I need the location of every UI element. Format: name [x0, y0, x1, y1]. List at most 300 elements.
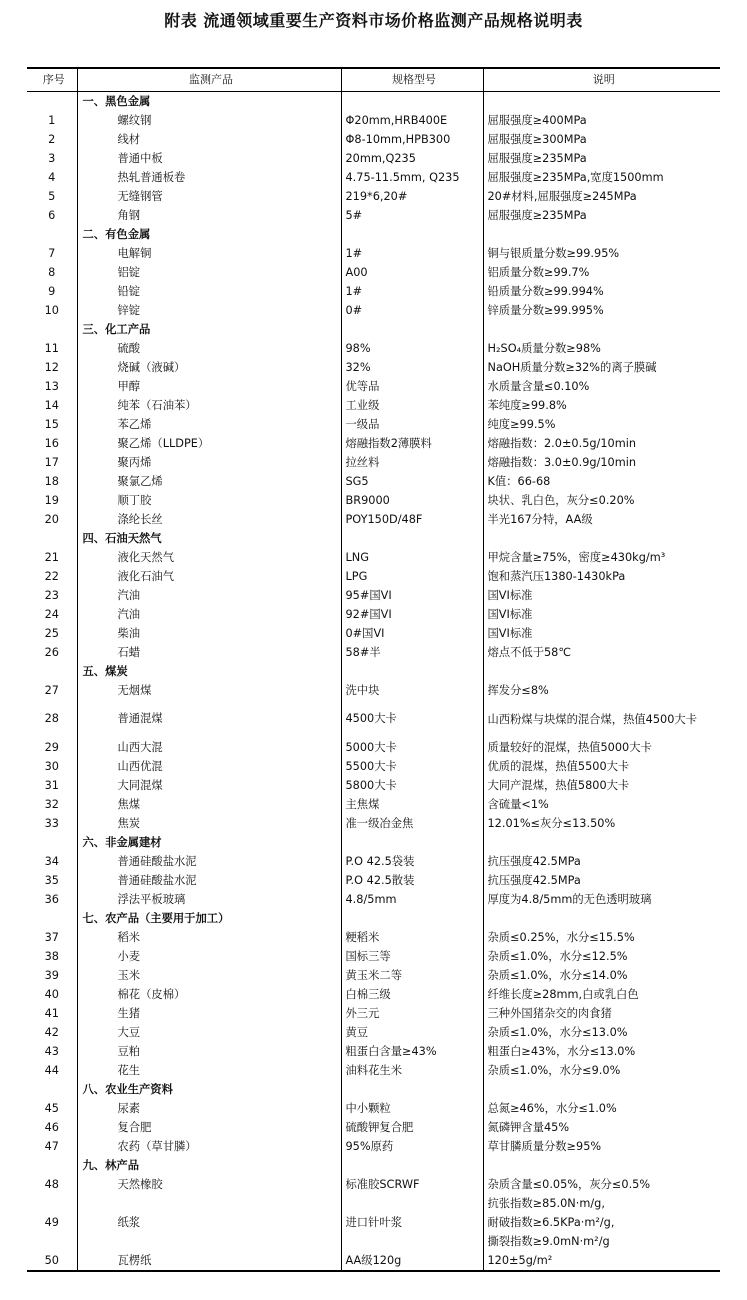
row-number: 16	[44, 436, 59, 450]
category-spec-cell	[341, 92, 483, 112]
product-name: 大同混煤	[77, 776, 341, 795]
table-row	[27, 795, 720, 814]
product-name: 普通混煤	[77, 700, 341, 738]
spec-model: 0#国VI	[341, 624, 483, 643]
product-name: 普通中板	[77, 149, 341, 168]
table-row	[27, 1175, 720, 1194]
product-name: 玉米	[77, 966, 341, 985]
category-name: 八、农业生产资料	[77, 1080, 341, 1099]
spec-model: 1#	[341, 244, 483, 263]
product-name: 液化石油气	[77, 567, 341, 586]
spec-model: AA级120g	[341, 1251, 483, 1271]
spec-model: 0#	[341, 301, 483, 320]
row-number: 44	[44, 1063, 59, 1077]
row-number: 3	[48, 151, 56, 165]
description: 屈服强度≥400MPa	[483, 111, 720, 130]
row-number: 26	[44, 645, 59, 659]
spec-model: 5500大卡	[341, 757, 483, 776]
description: 甲烷含量≥75%，密度≥430kg/m³	[483, 548, 720, 567]
description: 屈服强度≥235MPa,宽度1500mm	[483, 168, 720, 187]
description: 苯纯度≥99.8%	[483, 396, 720, 415]
table-row	[27, 890, 720, 909]
table-row	[27, 453, 720, 472]
category-row	[27, 225, 720, 244]
row-number: 40	[44, 987, 59, 1001]
table-row	[27, 1251, 720, 1271]
description: 熔融指数：2.0±0.5g/10min	[483, 434, 720, 453]
spec-model: 20mm,Q235	[341, 149, 483, 168]
category-row	[27, 909, 720, 928]
description: 杂质含量≤0.05%，灰分≤0.5%	[483, 1175, 720, 1194]
product-name: 聚氯乙烯	[77, 472, 341, 491]
description: 抗压强度42.5MPa	[483, 852, 720, 871]
spec-model: 油料花生米	[341, 1061, 483, 1080]
spec-model: 4500大卡	[341, 700, 483, 738]
row-number: 11	[44, 341, 59, 355]
category-number-cell	[27, 225, 77, 244]
spec-model: BR9000	[341, 491, 483, 510]
description: 纯度≥99.5%	[483, 415, 720, 434]
description: 抗压强度42.5MPa	[483, 871, 720, 890]
row-number: 1	[48, 113, 56, 127]
table-row	[27, 776, 720, 795]
description: 抗张指数≥85.0N·m/g, 耐破指数≥6.5KPa·m²/g, 撕裂指数≥9.0mN·m²/g	[483, 1194, 720, 1251]
page-title: 附表 流通领域重要生产资料市场价格监测产品规格说明表	[164, 11, 583, 30]
category-number-cell	[27, 1156, 77, 1175]
row-number: 49	[44, 1215, 59, 1229]
description: 屈服强度≥235MPa	[483, 206, 720, 225]
row-number: 28	[44, 712, 59, 725]
product-name: 液化天然气	[77, 548, 341, 567]
row-number: 27	[44, 683, 59, 697]
row-number: 32	[44, 797, 59, 811]
spec-model: 硫酸钾复合肥	[341, 1118, 483, 1137]
category-row	[27, 662, 720, 681]
row-number: 50	[27, 1251, 77, 1271]
spec-model: 标准胶SCRWF	[341, 1175, 483, 1194]
table-row	[27, 681, 720, 700]
table-row	[27, 852, 720, 871]
category-row	[27, 833, 720, 852]
product-name: 农药（草甘膦）	[77, 1137, 341, 1156]
description: 杂质≤1.0%，水分≤14.0%	[483, 966, 720, 985]
category-spec-cell	[341, 529, 483, 548]
product-name: 电解铜	[77, 244, 341, 263]
category-desc-cell	[483, 1080, 720, 1099]
product-name: 苯乙烯	[77, 415, 341, 434]
row-number: 5	[48, 189, 56, 203]
row-number: 35	[44, 873, 59, 887]
spec-model: 工业级	[341, 396, 483, 415]
row-number: 47	[44, 1139, 59, 1153]
table-row	[27, 928, 720, 947]
row-number: 23	[44, 588, 59, 602]
table-row	[27, 1194, 720, 1251]
category-number-cell	[27, 320, 77, 339]
product-name: 纸浆	[77, 1194, 341, 1251]
row-number: 48	[44, 1177, 59, 1191]
category-number-cell	[27, 1080, 77, 1099]
category-row	[27, 320, 720, 339]
category-name: 七、农产品（主要用于加工）	[77, 909, 341, 928]
description: NaOH质量分数≥32%的离子膜碱	[483, 358, 720, 377]
table-row	[27, 1099, 720, 1118]
table-row	[27, 1023, 720, 1042]
row-number: 34	[44, 854, 59, 868]
description: 国VI标准	[483, 605, 720, 624]
product-name: 角钢	[77, 206, 341, 225]
row-number: 13	[44, 379, 59, 393]
product-name: 焦煤	[77, 795, 341, 814]
spec-model: 中小颗粒	[341, 1099, 483, 1118]
table-row	[27, 130, 720, 149]
category-row	[27, 92, 720, 112]
table-row	[27, 358, 720, 377]
category-name: 二、有色金属	[77, 225, 341, 244]
product-name: 聚乙烯（LLDPE）	[77, 434, 341, 453]
category-name: 三、化工产品	[77, 320, 341, 339]
category-row	[27, 1156, 720, 1175]
table-row	[27, 1004, 720, 1023]
table-row	[27, 434, 720, 453]
header-seq: 序号	[27, 68, 77, 92]
product-name: 顺丁胶	[77, 491, 341, 510]
product-name: 普通硅酸盐水泥	[77, 852, 341, 871]
category-name: 四、石油天然气	[77, 529, 341, 548]
row-number: 41	[44, 1006, 59, 1020]
row-number: 30	[44, 759, 59, 773]
description: 挥发分≤8%	[483, 681, 720, 700]
row-number: 9	[48, 284, 56, 298]
description: 屈服强度≥235MPa	[483, 149, 720, 168]
category-desc-cell	[483, 529, 720, 548]
description: 杂质≤0.25%，水分≤15.5%	[483, 928, 720, 947]
spec-table	[27, 67, 720, 1272]
table-row	[27, 396, 720, 415]
row-number: 21	[44, 550, 59, 564]
table-row	[27, 871, 720, 890]
description: 优质的混煤，热值5500大卡	[483, 757, 720, 776]
spec-model: 粗蛋白含量≥43%	[341, 1042, 483, 1061]
description: 杂质≤1.0%，水分≤13.0%	[483, 1023, 720, 1042]
row-number: 15	[44, 417, 59, 431]
row-number: 39	[44, 968, 59, 982]
product-name: 无缝钢管	[77, 187, 341, 206]
category-spec-cell	[341, 1156, 483, 1175]
description: 草甘膦质量分数≥95%	[483, 1137, 720, 1156]
table-row	[27, 301, 720, 320]
product-name: 无烟煤	[77, 681, 341, 700]
category-desc-cell	[483, 320, 720, 339]
description: 半光167分特，AA级	[483, 510, 720, 529]
product-name: 尿素	[77, 1099, 341, 1118]
product-name: 生猪	[77, 1004, 341, 1023]
row-number: 31	[44, 778, 59, 792]
table-row	[27, 1042, 720, 1061]
row-number: 42	[44, 1025, 59, 1039]
table-row	[27, 985, 720, 1004]
spec-model: 外三元	[341, 1004, 483, 1023]
description: 粗蛋白≥43%，水分≤13.0%	[483, 1042, 720, 1061]
header-product: 监测产品	[77, 68, 341, 92]
table-row	[27, 491, 720, 510]
spec-model: 主焦煤	[341, 795, 483, 814]
category-name: 九、林产品	[77, 1156, 341, 1175]
table-row	[27, 605, 720, 624]
category-name: 五、煤炭	[77, 662, 341, 681]
product-name: 稻米	[77, 928, 341, 947]
row-number: 20	[44, 512, 59, 526]
table-row	[27, 149, 720, 168]
table-row	[27, 1061, 720, 1080]
spec-model: 4.75-11.5mm, Q235	[341, 168, 483, 187]
table-body	[27, 92, 720, 1272]
description: H₂SO₄质量分数≥98%	[483, 339, 720, 358]
description: 12.01%≤灰分≤13.50%	[483, 814, 720, 833]
table-row	[27, 548, 720, 567]
description: 含硫量<1%	[483, 795, 720, 814]
description: 屈服强度≥300MPa	[483, 130, 720, 149]
spec-model: A00	[341, 263, 483, 282]
row-number: 25	[44, 626, 59, 640]
product-name: 聚丙烯	[77, 453, 341, 472]
spec-model: 95#国VI	[341, 586, 483, 605]
table-row	[27, 757, 720, 776]
description: 铝质量分数≥99.7%	[483, 263, 720, 282]
description: 120±5g/m²	[483, 1251, 720, 1271]
row-number: 46	[44, 1120, 59, 1134]
spec-model: 219*6,20#	[341, 187, 483, 206]
table-row	[27, 567, 720, 586]
spec-model: P.O 42.5袋装	[341, 852, 483, 871]
spec-model: 黄豆	[341, 1023, 483, 1042]
category-spec-cell	[341, 1080, 483, 1099]
category-spec-cell	[341, 662, 483, 681]
product-name: 线材	[77, 130, 341, 149]
description: 杂质≤1.0%，水分≤12.5%	[483, 947, 720, 966]
category-name: 一、黑色金属	[77, 92, 341, 112]
header-spec: 规格型号	[341, 68, 483, 92]
table-row	[27, 510, 720, 529]
category-number-cell	[27, 662, 77, 681]
table-row	[27, 168, 720, 187]
spec-model: 熔融指数2薄膜料	[341, 434, 483, 453]
product-name: 浮法平板玻璃	[77, 890, 341, 909]
table-row	[27, 339, 720, 358]
table-header-row	[27, 68, 720, 92]
spec-model: Φ8-10mm,HPB300	[341, 130, 483, 149]
description: 氮磷钾含量45%	[483, 1118, 720, 1137]
category-spec-cell	[341, 225, 483, 244]
description: 熔融指数：3.0±0.9g/10min	[483, 453, 720, 472]
description: K值：66-68	[483, 472, 720, 491]
spec-model: 白棉三级	[341, 985, 483, 1004]
row-number: 14	[44, 398, 59, 412]
row-number: 8	[48, 265, 56, 279]
product-name: 天然橡胶	[77, 1175, 341, 1194]
description: 铜与银质量分数≥99.95%	[483, 244, 720, 263]
description: 国VI标准	[483, 624, 720, 643]
row-number: 33	[44, 816, 59, 830]
spec-model: LNG	[341, 548, 483, 567]
table-row	[27, 282, 720, 301]
description: 质量较好的混煤，热值5000大卡	[483, 738, 720, 757]
spec-model: 拉丝料	[341, 453, 483, 472]
row-number: 19	[44, 493, 59, 507]
product-name: 山西大混	[77, 738, 341, 757]
row-number: 12	[44, 360, 59, 374]
product-name: 复合肥	[77, 1118, 341, 1137]
table-row	[27, 586, 720, 605]
product-name: 大豆	[77, 1023, 341, 1042]
table-row	[27, 700, 720, 738]
table-row	[27, 415, 720, 434]
row-number: 4	[48, 170, 56, 184]
product-name: 锌锭	[77, 301, 341, 320]
category-desc-cell	[483, 1156, 720, 1175]
table-row	[27, 263, 720, 282]
description: 锌质量分数≥99.995%	[483, 301, 720, 320]
table-row	[27, 187, 720, 206]
row-number: 17	[44, 455, 59, 469]
category-desc-cell	[483, 833, 720, 852]
spec-model: Φ20mm,HRB400E	[341, 111, 483, 130]
product-name: 豆粕	[77, 1042, 341, 1061]
spec-model: 进口针叶浆	[341, 1194, 483, 1251]
row-number: 18	[44, 474, 59, 488]
product-name: 汽油	[77, 586, 341, 605]
description: 饱和蒸汽压1380-1430kPa	[483, 567, 720, 586]
spec-model: 1#	[341, 282, 483, 301]
product-name: 棉花（皮棉）	[77, 985, 341, 1004]
product-name: 石蜡	[77, 643, 341, 662]
category-spec-cell	[341, 833, 483, 852]
table-row	[27, 966, 720, 985]
product-name: 纯苯（石油苯）	[77, 396, 341, 415]
product-name: 铝锭	[77, 263, 341, 282]
row-number: 38	[44, 949, 59, 963]
table-row	[27, 1118, 720, 1137]
spec-model: 国标三等	[341, 947, 483, 966]
spec-model: 98%	[341, 339, 483, 358]
product-name: 瓦楞纸	[77, 1251, 341, 1271]
spec-model: 一级品	[341, 415, 483, 434]
product-name: 焦炭	[77, 814, 341, 833]
row-number: 2	[48, 132, 56, 146]
category-row	[27, 1080, 720, 1099]
header-desc: 说明	[483, 68, 720, 92]
spec-model: P.O 42.5散装	[341, 871, 483, 890]
row-number: 36	[44, 892, 59, 906]
spec-model: 黄玉米二等	[341, 966, 483, 985]
description: 水质量含量≤0.10%	[483, 377, 720, 396]
description: 国VI标准	[483, 586, 720, 605]
table-row	[27, 377, 720, 396]
table-row	[27, 738, 720, 757]
product-name: 汽油	[77, 605, 341, 624]
row-number: 29	[44, 740, 59, 754]
product-name: 花生	[77, 1061, 341, 1080]
category-number-cell	[27, 909, 77, 928]
spec-model: 5000大卡	[341, 738, 483, 757]
table-row	[27, 814, 720, 833]
category-desc-cell	[483, 92, 720, 112]
spec-model: 准一级冶金焦	[341, 814, 483, 833]
spec-model: 洗中块	[341, 681, 483, 700]
table-row	[27, 111, 720, 130]
description: 铅质量分数≥99.994%	[483, 282, 720, 301]
row-number: 7	[48, 246, 56, 260]
table-row	[27, 1137, 720, 1156]
table-row	[27, 206, 720, 225]
table-row	[27, 624, 720, 643]
category-desc-cell	[483, 909, 720, 928]
product-name: 烧碱（液碱）	[77, 358, 341, 377]
spec-model: 4.8/5mm	[341, 890, 483, 909]
category-number-cell	[27, 833, 77, 852]
description: 熔点不低于58℃	[483, 643, 720, 662]
spec-model: 优等品	[341, 377, 483, 396]
row-number: 43	[44, 1044, 59, 1058]
row-number: 24	[44, 607, 59, 621]
description: 杂质≤1.0%，水分≤9.0%	[483, 1061, 720, 1080]
category-spec-cell	[341, 320, 483, 339]
product-name: 硫酸	[77, 339, 341, 358]
category-desc-cell	[483, 662, 720, 681]
table-row	[27, 244, 720, 263]
spec-model: 95%原药	[341, 1137, 483, 1156]
table-row	[27, 947, 720, 966]
product-name: 甲醇	[77, 377, 341, 396]
description: 20#材料,屈服强度≥245MPa	[483, 187, 720, 206]
spec-model: SG5	[341, 472, 483, 491]
product-name: 柴油	[77, 624, 341, 643]
product-name: 普通硅酸盐水泥	[77, 871, 341, 890]
spec-model: LPG	[341, 567, 483, 586]
product-name: 山西优混	[77, 757, 341, 776]
description: 大同产混煤，热值5800大卡	[483, 776, 720, 795]
description: 厚度为4.8/5mm的无色透明玻璃	[483, 890, 720, 909]
description: 山西粉煤与块煤的混合煤，热值4500大卡	[483, 700, 720, 738]
spec-model: 5800大卡	[341, 776, 483, 795]
product-name: 热轧普通板卷	[77, 168, 341, 187]
product-name: 涤纶长丝	[77, 510, 341, 529]
product-name: 螺纹钢	[77, 111, 341, 130]
category-name: 六、非金属建材	[77, 833, 341, 852]
description: 总氮≥46%，水分≤1.0%	[483, 1099, 720, 1118]
category-number-cell	[27, 92, 77, 112]
spec-model: 32%	[341, 358, 483, 377]
description: 纤维长度≥28mm,白或乳白色	[483, 985, 720, 1004]
description: 块状、乳白色，灰分≤0.20%	[483, 491, 720, 510]
row-number: 22	[44, 569, 59, 583]
row-number: 10	[44, 303, 59, 317]
row-number: 6	[48, 208, 56, 222]
table-row	[27, 472, 720, 491]
category-spec-cell	[341, 909, 483, 928]
spec-model: 58#半	[341, 643, 483, 662]
table-row	[27, 643, 720, 662]
row-number: 37	[44, 930, 59, 944]
row-number: 45	[44, 1101, 59, 1115]
spec-model: 5#	[341, 206, 483, 225]
product-name: 铅锭	[77, 282, 341, 301]
category-row	[27, 529, 720, 548]
spec-model: 92#国VI	[341, 605, 483, 624]
category-number-cell	[27, 529, 77, 548]
category-desc-cell	[483, 225, 720, 244]
description: 三种外国猪杂交的肉食猪	[483, 1004, 720, 1023]
